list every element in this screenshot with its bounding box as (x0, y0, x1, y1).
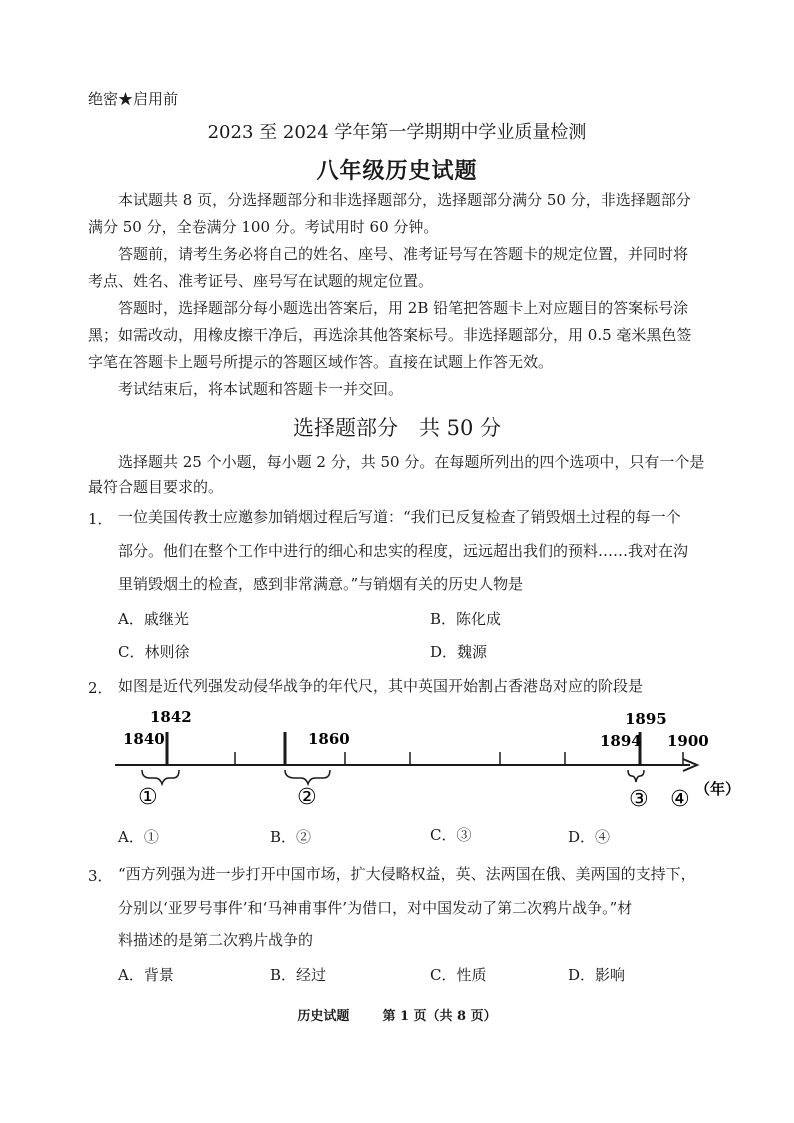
year-label-1860: 1860 (308, 730, 350, 748)
q3-number: 3． (88, 867, 113, 885)
q3-option-b[interactable]: B．经过 (270, 966, 327, 984)
instructions-p3-line1: 答题时，选择题部分每小题选出答案后，用 2B 铅笔把答题卡上对应题目的答案标号涂 (118, 299, 689, 317)
q3-option-a[interactable]: A．背景 (118, 966, 174, 984)
brace-segment-1 (142, 770, 179, 784)
instructions-p2-line2: 考点、姓名、准考证号、座号写在试题的规定位置。 (88, 272, 434, 290)
q1-option-c[interactable]: C．林则徐 (118, 643, 190, 661)
instructions-p2-line1: 答题前，请考生务必将自己的姓名、座号、准考证号写在答题卡的规定位置，并同时将 (118, 245, 689, 263)
q3-option-c[interactable]: C．性质 (430, 966, 487, 984)
q3-stem-line3: 料描述的是第二次鸦片战争的 (118, 931, 314, 949)
instructions-p4: 考试结束后，将本试题和答题卡一并交回。 (118, 380, 404, 398)
q1-stem-line1: 一位美国传教士应邀参加销烟过程后写道：“我们已反复检查了销毁烟土过程的每一个 (118, 508, 681, 526)
year-label-1840: 1840 (123, 730, 165, 748)
confidential-label: 绝密★启用前 (88, 90, 179, 108)
segment-marker-2: ② (297, 785, 317, 810)
section-desc-line2: 最符合题目要求的。 (88, 478, 224, 496)
q2-option-a[interactable]: A．① (118, 828, 159, 846)
timeline-unit-label: （年） (695, 780, 741, 798)
q1-option-b[interactable]: B．陈化成 (430, 610, 502, 628)
q3-stem-line1: “西方列强为进一步打开中国市场，扩大侵略权益，英、法两国在俄、美两国的支持下， (118, 865, 696, 883)
q2-number: 2． (88, 679, 113, 697)
instructions-p1-line2: 满分 50 分，全卷满分 100 分。考试用时 60 分钟。 (88, 218, 439, 236)
exam-title: 2023 至 2024 学年第一学期期中学业质量检测 (207, 122, 587, 143)
q2-option-b[interactable]: B．② (270, 828, 312, 846)
subject-title: 八年级历史试题 (316, 158, 478, 184)
brace-segment-2 (285, 770, 330, 784)
instructions-p1-line1: 本试题共 8 页，分选择题部分和非选择题部分，选择题部分满分 50 分，非选择题部分 (118, 191, 691, 209)
section-title: 选择题部分 共 50 分 (292, 416, 502, 440)
instructions-p3-line2: 黑；如需改动，用橡皮擦干净后，再选涂其他答案标号。非选择题部分，用 0.5 毫米黑色签 (88, 326, 692, 344)
brace-segment-3 (628, 770, 644, 782)
q1-stem-line3: 里销毁烟土的检查，感到非常满意。”与销烟有关的历史人物是 (118, 575, 524, 593)
instructions-p3-line3: 字笔在答题卡上题号所提示的答题区域作答。直接在试题上作答无效。 (88, 353, 554, 371)
year-label-1842: 1842 (150, 708, 192, 726)
year-label-1894: 1894 (600, 732, 642, 750)
q3-stem-line2: 分别以‘亚罗号事件’和‘马神甫事件’为借口，对中国发动了第二次鸦片战争。”材 (118, 899, 633, 917)
q1-number: 1． (88, 510, 113, 528)
year-label-1900: 1900 (667, 732, 709, 750)
page-footer (0, 1005, 794, 1024)
segment-marker-3: ③ (629, 787, 649, 812)
q2-stem: 如图是近代列强发动侵华战争的年代尺，其中英国开始割占香港岛对应的阶段是 (118, 677, 644, 695)
q2-option-d[interactable]: D．④ (568, 828, 611, 846)
footer-subject: 历史试题 (297, 1009, 350, 1024)
section-desc-line1: 选择题共 25 个小题，每小题 2 分，共 50 分。在每题所列出的四个选项中，只有一个是 (118, 453, 705, 471)
q2-option-c[interactable]: C．③ (430, 826, 472, 844)
q1-stem-line2: 部分。他们在整个工作中进行的细心和忠实的程度，远远超出我们的预料……我对在沟 (118, 542, 689, 560)
year-label-1895: 1895 (625, 710, 667, 728)
segment-marker-1: ① (138, 785, 158, 810)
timeline-figure (105, 700, 755, 815)
q1-option-d[interactable]: D．魏源 (430, 643, 488, 661)
segment-marker-4: ④ (670, 787, 690, 812)
q1-option-a[interactable]: A．戚继光 (118, 610, 189, 628)
footer-page-number: 第 1 页（共 8 页） (382, 1009, 497, 1024)
q3-option-d[interactable]: D．影响 (568, 966, 626, 984)
